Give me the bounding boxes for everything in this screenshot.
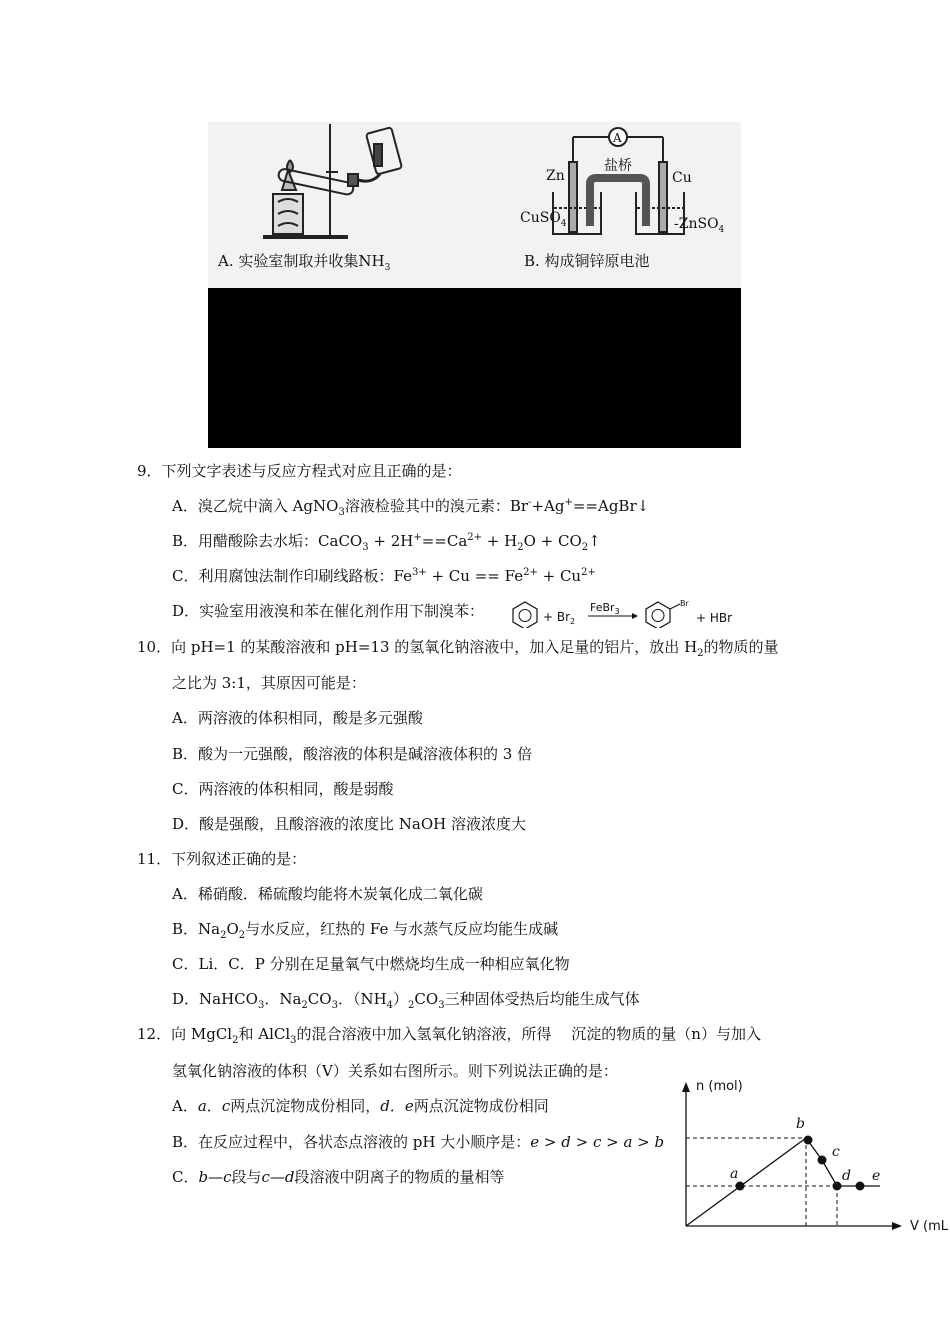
q9-option-a: A．溴乙烷中滴入 AgNO$_3$溶液检验其中的溴元素：Br-+Ag+==AgBr↓ bbox=[172, 497, 650, 518]
galvanic-cell-icon bbox=[553, 128, 684, 234]
q11-option-a: A．稀硝酸．稀硫酸均能将木炭氧化成二氧化碳 bbox=[172, 885, 483, 903]
q12-option-a: A．a．c两点沉淀物成份相同，d．e两点沉淀物成份相同 bbox=[172, 1097, 549, 1115]
top-figure bbox=[208, 122, 741, 288]
br-text: Br bbox=[680, 599, 689, 608]
nh3-apparatus-icon bbox=[263, 124, 402, 237]
salt-bridge-label: 盐桥 bbox=[604, 158, 632, 174]
caption-a: A. 实验室制取并收集$NH_3$ bbox=[218, 252, 391, 273]
q10-stem-line2: 之比为 3:1，其原因可能是： bbox=[172, 674, 366, 692]
y-axis-label: n (mol) bbox=[696, 1079, 743, 1094]
catalyst-text: FeBr$_3$ bbox=[590, 601, 620, 616]
label-d: d bbox=[842, 1168, 851, 1184]
br2-text: + $Br_2$ bbox=[543, 610, 576, 626]
apparatus-illustration bbox=[208, 122, 741, 288]
x-axis-arrow-icon bbox=[892, 1222, 902, 1230]
q12-option-c: C．b—c段与c—d段溶液中阴离子的物质的量相等 bbox=[172, 1168, 505, 1186]
bromobenzene-ring-icon bbox=[646, 602, 670, 628]
bromobenzene-equation bbox=[510, 598, 750, 628]
q10-option-d: D．酸是强酸，且酸溶液的浓度比 NaOH 溶液浓度大 bbox=[172, 815, 527, 833]
x-axis-label: V (mL bbox=[910, 1219, 949, 1232]
point-c bbox=[818, 1156, 827, 1165]
q10-option-a: A．两溶液的体积相同，酸是多元强酸 bbox=[172, 709, 423, 727]
q10-option-b: B．酸为一元强酸，酸溶液的体积是碱溶液体积的 3 倍 bbox=[172, 745, 533, 763]
arrow-icon bbox=[632, 613, 638, 619]
q9-stem: 9．下列文字表述与反应方程式对应且正确的是： bbox=[137, 462, 462, 480]
benzene-ring-icon bbox=[513, 602, 537, 628]
q11-stem: 11．下列叙述正确的是： bbox=[137, 850, 307, 868]
label-a: a bbox=[730, 1166, 739, 1182]
q9-option-b: B．用醋酸除去水垢：CaCO$_3$ + $2H^+==Ca^{2+} + H_2O$ + $CO_2↑$ bbox=[172, 532, 601, 553]
q11-option-c: C．Li．C．P 分别在足量氧气中燃烧均生成一种相应氧化物 bbox=[172, 955, 570, 973]
q12-stem-line2: 氢氧化钠溶液的体积（V）关系如右图所示。则下列说法正确的是： bbox=[172, 1062, 618, 1080]
cuso4-label: CuSO$_4$ bbox=[520, 210, 567, 229]
label-b: b bbox=[796, 1116, 805, 1132]
q9-option-d: D．实验室用液溴和苯在催化剂作用下制溴苯： bbox=[172, 602, 485, 620]
q10-stem: 10．向 pH=1 的某酸溶液和 pH=13 的氢氧化钠溶液中，加入足量的铝片，放出 $H_2$的物质的量 bbox=[137, 638, 779, 659]
q12-option-b: B．在反应过程中，各状态点溶液的 pH 大小顺序是：e > d > c > a > b bbox=[172, 1133, 665, 1151]
q9-option-c: C．利用腐蚀法制作印刷线路板：$Fe^{3+} + Cu == Fe^{2+} + Cu^{2+}$ bbox=[172, 567, 596, 585]
point-d bbox=[833, 1182, 842, 1191]
cu-label: Cu bbox=[672, 170, 692, 186]
zn-label: Zn bbox=[546, 168, 565, 184]
precipitate-graph bbox=[670, 1072, 950, 1232]
label-e: e bbox=[872, 1168, 881, 1184]
hbr-text: + HBr bbox=[696, 611, 733, 625]
ammeter-label: A bbox=[613, 131, 622, 145]
q10-option-c: C．两溶液的体积相同，酸是弱酸 bbox=[172, 780, 394, 798]
q11-option-d: D．NaHCO$_3$．$Na_2CO_3$．$(NH_4)_2CO_3$三种固体受热后均能生成气体 bbox=[172, 990, 640, 1011]
q11-option-b: B．$Na_2O_2$与水反应，红热的 Fe 与水蒸气反应均能生成碱 bbox=[172, 920, 559, 941]
point-a bbox=[736, 1182, 745, 1191]
label-c: c bbox=[832, 1144, 840, 1160]
q12-stem: 12．向 MgCl$_2$和 AlCl$_3$的混合溶液中加入氢氧化钠溶液，所得 沉淀的物质的量（n）与加入 bbox=[137, 1025, 761, 1046]
caption-b: B. 构成铜锌原电池 bbox=[524, 252, 650, 270]
redacted-block bbox=[208, 288, 741, 448]
point-b bbox=[804, 1136, 813, 1145]
point-e bbox=[856, 1182, 865, 1191]
y-axis-arrow-icon bbox=[682, 1082, 690, 1092]
znso4-label: -ZnSO$_4$ bbox=[674, 216, 725, 235]
